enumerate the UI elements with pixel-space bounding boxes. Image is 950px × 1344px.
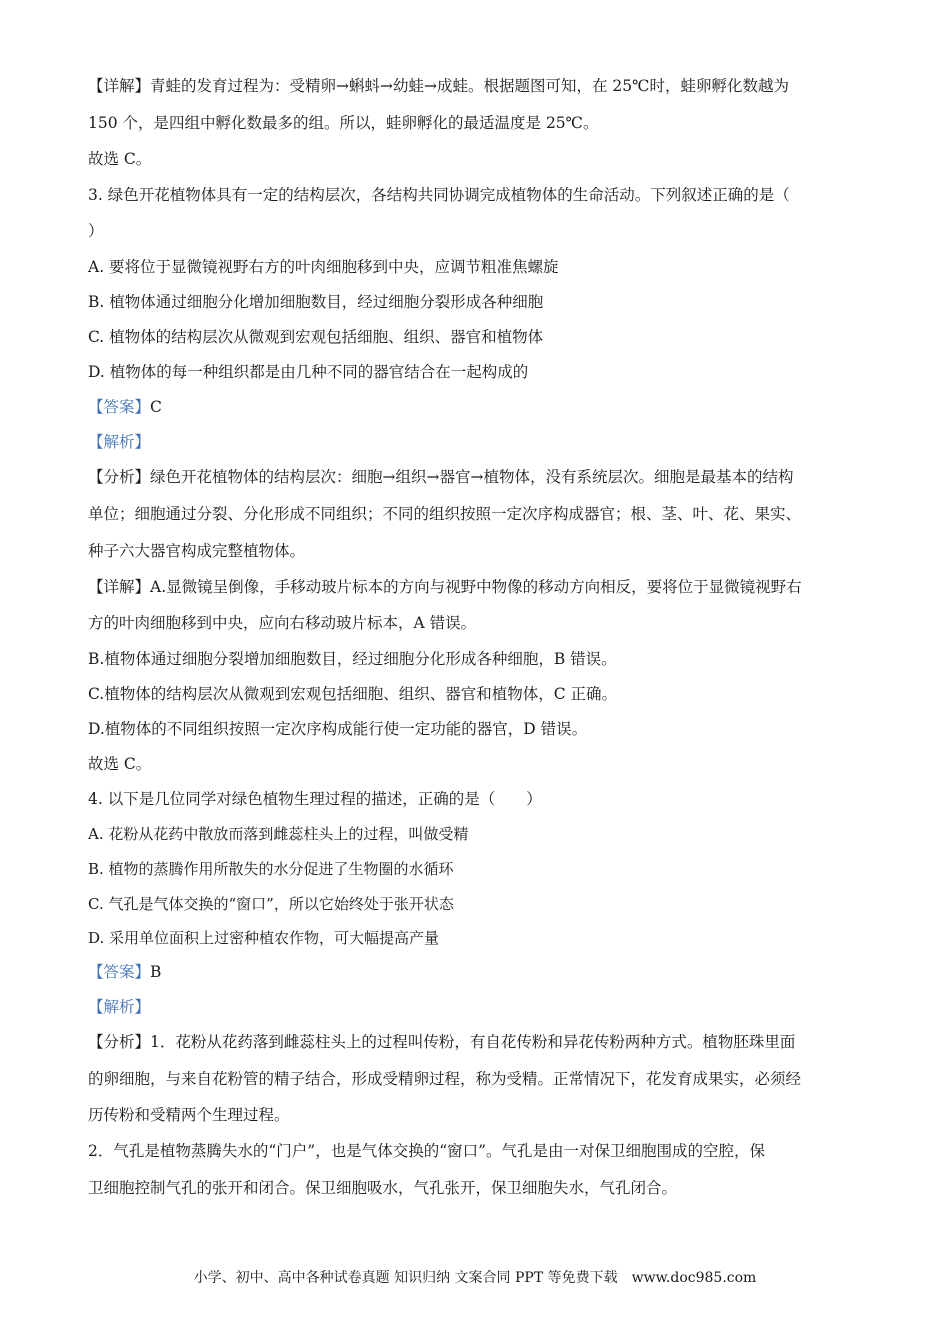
question-3-option-c: C. 植物体的结构层次从微观到宏观包括细胞、组织、器官和植物体: [88, 328, 544, 346]
explanation-line: 【详解】青蛙的发育过程为：受精卵→蝌蚪→幼蛙→成蛙。根据题图可知，在 25℃时，蛙卵孵化数越为: [88, 77, 789, 95]
answer-row: [88, 396, 162, 418]
answer-row: [88, 961, 161, 983]
analysis-line: 卫细胞控制气孔的张开和闭合。保卫细胞吸水，气孔张开，保卫细胞失水，气孔闭合。: [88, 1179, 678, 1197]
analysis-line: 种子六大器官构成完整植物体。: [88, 542, 306, 560]
explanation-line: B.植物体通过细胞分裂增加细胞数目，经过细胞分化形成各种细胞，B 错误。: [88, 650, 617, 668]
analysis-tag: 【解析】: [88, 433, 151, 451]
analysis-row: [88, 996, 150, 1018]
question-4-stem: 4. 以下是几位同学对绿色植物生理过程的描述，正确的是（ ）: [88, 790, 542, 808]
question-4-option-b: B. 植物的蒸腾作用所散失的水分促进了生物圈的水循环: [88, 860, 454, 878]
question-3-stem: 3. 绿色开花植物体具有一定的结构层次，各结构共同协调完成植物体的生命活动。下列叙述正确的是（: [88, 186, 790, 204]
explanation-line: C.植物体的结构层次从微观到宏观包括细胞、组织、器官和植物体，C 正确。: [88, 685, 618, 703]
question-3-option-b: B. 植物体通过细胞分化增加细胞数目，经过细胞分裂形成各种细胞: [88, 293, 544, 311]
answer-value: B: [150, 963, 162, 981]
question-4-option-d: D. 采用单位面积上过密种植农作物，可大幅提高产量: [88, 929, 440, 947]
answer-conclusion: 故选 C。: [88, 150, 152, 168]
question-4-option-c: C. 气孔是气体交换的“窗口”，所以它始终处于张开状态: [88, 895, 454, 913]
answer-value: C: [150, 398, 162, 416]
explanation-line: 【详解】A.显微镜呈倒像，手移动玻片标本的方向与视野中物像的移动方向相反，要将位于显微镜视野右: [88, 578, 802, 596]
analysis-line: 【分析】绿色开花植物体的结构层次：细胞→组织→器官→植物体，没有系统层次。细胞是最基本的结构: [88, 468, 794, 486]
explanation-line: 方的叶肉细胞移到中央，应向右移动玻片标本，A 错误。: [88, 614, 477, 632]
analysis-line: 单位；细胞通过分裂、分化形成不同组织；不同的组织按照一定次序构成器官；根、茎、叶、花、果实、: [88, 505, 802, 523]
explanation-line: 150 个，是四组中孵化数最多的组。所以，蛙卵孵化的最适温度是 25℃。: [88, 114, 599, 132]
explanation-line: D.植物体的不同组织按照一定次序构成能行使一定功能的器官，D 错误。: [88, 720, 588, 738]
analysis-line: 的卵细胞，与来自花粉管的精子结合，形成受精卵过程，称为受精。正常情况下，花发育成果实，必须经: [88, 1070, 802, 1088]
question-3-option-d: D. 植物体的每一种组织都是由几种不同的器官结合在一起构成的: [88, 363, 529, 381]
question-4-option-a: A. 花粉从花药中散放而落到雌蕊柱头上的过程，叫做受精: [88, 825, 469, 843]
question-3-stem-end: ）: [88, 222, 104, 240]
analysis-line: 2．气孔是植物蒸腾失水的“门户”，也是气体交换的“窗口”。气孔是由一对保卫细胞围成的空腔，保: [88, 1142, 766, 1160]
analysis-line: 【分析】1．花粉从花药落到雌蕊柱头上的过程叫传粉，有自花传粉和异花传粉两种方式。植物胚珠里面: [88, 1033, 796, 1051]
answer-tag: 【答案】: [88, 963, 151, 981]
answer-tag: 【答案】: [88, 398, 151, 416]
question-3-option-a: A. 要将位于显微镜视野右方的叶肉细胞移到中央，应调节粗准焦螺旋: [88, 258, 559, 276]
analysis-line: 历传粉和受精两个生理过程。: [88, 1106, 290, 1124]
page-footer: 小学、初中、高中各种试卷真题 知识归纳 文案合同 PPT 等免费下载 www.doc985.com: [193, 1270, 757, 1286]
answer-conclusion: 故选 C。: [88, 755, 152, 773]
analysis-tag: 【解析】: [88, 998, 151, 1016]
analysis-row: [88, 431, 150, 453]
